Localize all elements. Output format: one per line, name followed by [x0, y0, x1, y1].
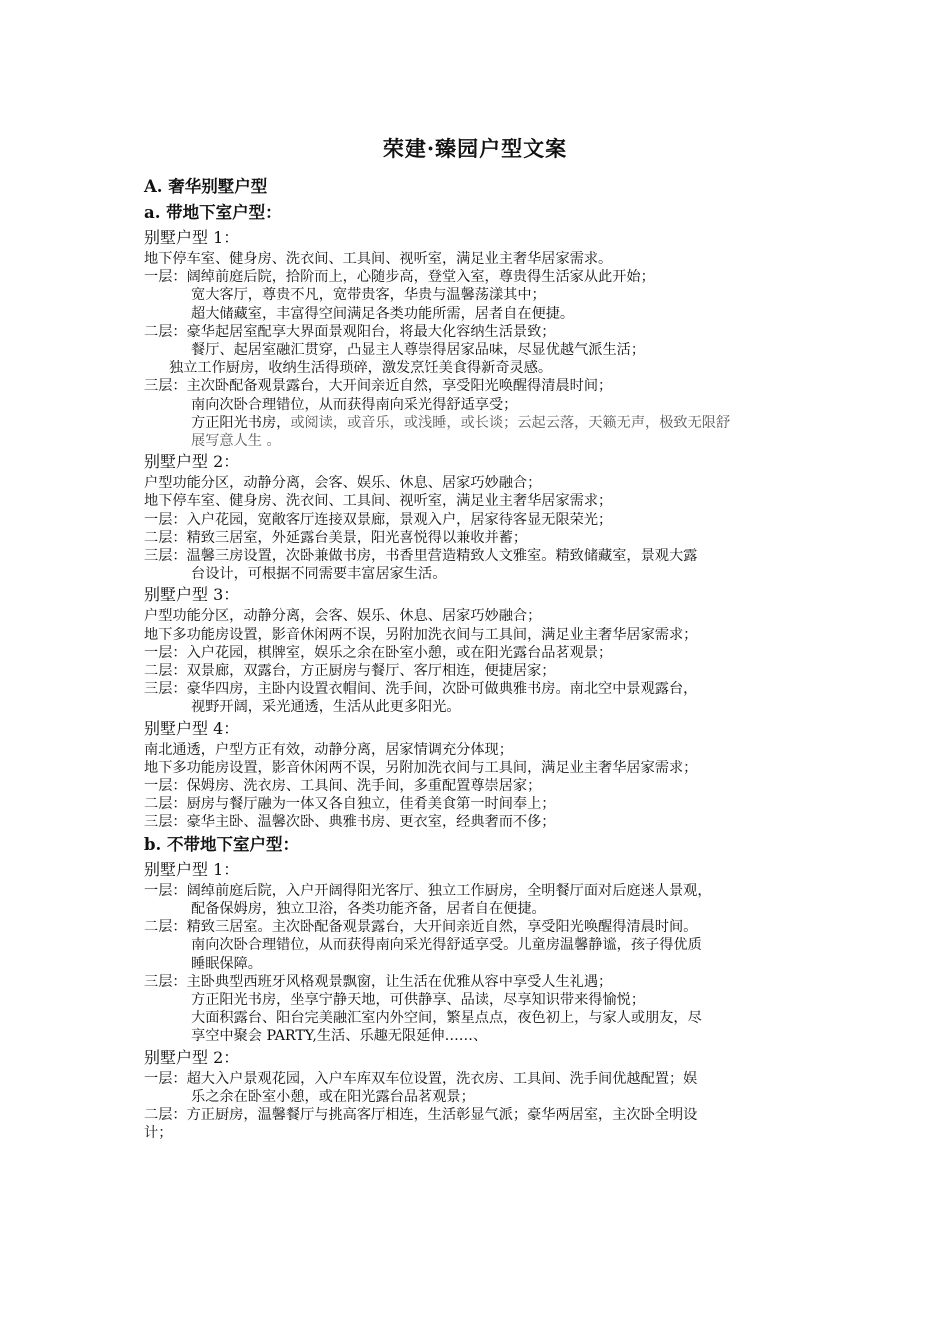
section-heading-A: A. 奢华别墅户型	[144, 177, 268, 196]
paragraph-line: 地下多功能房设置，影音休闲两不误，另附加洗衣间与工具间，满足业主奢华居家需求；	[144, 759, 698, 776]
paragraph-line: 地下停车室、健身房、洗衣间、工具间、视听室，满足业主奢华居家需求；	[144, 493, 613, 510]
villa-heading: 别墅户型 3：	[144, 585, 240, 605]
paragraph-line: 南北通透，户型方正有效，动静分离，居家情调充分体现；	[144, 741, 513, 758]
paragraph-line: 二层：厨房与餐厅融为一体又各自独立，佳肴美食第一时间奉上；	[144, 796, 556, 813]
paragraph-line: 二层：精致三居室。主次卧配备观景露台，大开间亲近自然，享受阳光唤醒得清晨时间。	[144, 919, 698, 936]
line-segment-grey: 或阅读，或音乐，或浅睡，或长谈；云起云落，天籁无声，极致无限舒	[290, 414, 731, 431]
paragraph-line: 地下多功能房设置，影音休闲两不误，另附加洗衣间与工具间，满足业主奢华居家需求；	[144, 626, 698, 643]
paragraph-line: 南向次卧合理错位，从而获得南向采光得舒适享受；	[191, 396, 518, 413]
subsection-heading-b: b. 不带地下室户型：	[144, 834, 300, 854]
paragraph-line: 地下停车室、健身房、洗衣间、工具间、视听室，满足业主奢华居家需求。	[144, 251, 613, 267]
paragraph-line: 三层：豪华四房，主卧内设置衣帽间、洗手间，次卧可做典雅书房。南北空中景观露台，	[144, 681, 698, 698]
paragraph-line: 一层：阔绰前庭后院，拾阶而上，心随步高，登堂入室，尊贵得生活家从此开始；	[144, 269, 655, 286]
paragraph-line: 台设计，可根据不同需要丰富居家生活。	[191, 566, 447, 583]
paragraph-line: 三层：温馨三房设置，次卧兼做书房，书香里营造精致人文雅室。精致储藏室，景观大露	[144, 548, 698, 565]
paragraph-line: 超大储藏室，丰富得空间满足各类功能所需，居者自在便捷。	[191, 305, 575, 322]
paragraph-line: 南向次卧合理错位，从而获得南向采光得舒适享受。儿童房温馨静谧，孩子得优质	[191, 937, 702, 954]
villa-heading: 别墅户型 1：	[144, 228, 240, 247]
paragraph-line	[144, 414, 814, 432]
villa-heading: 别墅户型 2：	[144, 1047, 240, 1067]
paragraph-line: 宽大客厅，尊贵不凡，宽带贵客，华贵与温馨荡漾其中；	[191, 287, 546, 304]
paragraph-line: 二层：精致三居室，外延露台美景，阳光喜悦得以兼收并蓄；	[144, 529, 528, 546]
paragraph-line: 一层：超大入户景观花园，入户车库双车位设置，洗衣房、工具间、洗手间优越配置；娱	[144, 1070, 698, 1087]
document-title: 荣建·臻园户型文案	[382, 136, 568, 161]
paragraph-line: 三层：豪华主卧、温馨次卧、典雅书房、更衣室，经典奢而不侈；	[144, 814, 556, 831]
paragraph-line: 一层：阔绰前庭后院，入户开阔得阳光客厅、独立工作厨房，全明餐厅面对后庭迷人景观，	[144, 882, 712, 899]
subsection-heading-a: a. 带地下室户型：	[144, 203, 282, 222]
paragraph-line: 大面积露台、阳台完美融汇室内外空间，繁星点点，夜色初上，与家人或朋友，尽	[191, 1010, 702, 1027]
paragraph-line: 二层：豪华起居室配享大界面景观阳台，将最大化容纳生活景致；	[144, 323, 556, 340]
paragraph-line: 睡眠保障。	[191, 955, 262, 972]
villa-heading: 别墅户型 2：	[144, 452, 240, 472]
paragraph-line: 乐之余在卧室小憩，或在阳光露台品茗观景；	[191, 1088, 475, 1105]
paragraph-line: 一层：入户花园，宽敞客厅连接双景廊，景观入户，居家待客显无限荣光；	[144, 511, 613, 528]
paragraph-line: 二层：方正厨房，温馨餐厅与挑高客厅相连，生活彰显气派；豪华两居室，主次卧全明设	[144, 1106, 698, 1123]
paragraph-line: 三层：主卧典型西班牙风格观景飘窗，让生活在优雅从容中享受人生礼遇；	[144, 973, 613, 990]
paragraph-line: 一层：保姆房、洗衣房、工具间、洗手间，多重配置尊崇居家；	[144, 778, 542, 795]
paragraph-line: 户型功能分区，动静分离，会客、娱乐、休息、居家巧妙融合；	[144, 608, 542, 625]
paragraph-line: 计；	[144, 1125, 173, 1142]
villa-heading: 别墅户型 4：	[144, 718, 240, 738]
line-segment: 方正阳光书房，	[191, 414, 291, 431]
paragraph-line: 配备保姆房，独立卫浴，各类功能齐备，居者自在便捷。	[191, 900, 546, 917]
paragraph-line: 餐厅、起居室融汇贯穿，凸显主人尊崇得居家品味，尽显优越气派生活；	[191, 342, 646, 359]
paragraph-line: 户型功能分区，动静分离，会客、娱乐、休息、居家巧妙融合；	[144, 475, 542, 492]
villa-heading: 别墅户型 1：	[144, 859, 240, 879]
paragraph-line: 视野开阔，采光通透，生活从此更多阳光。	[191, 699, 461, 716]
paragraph-line: 二层：双景廊，双露台，方正厨房与餐厅、客厅相连，便捷居家；	[144, 663, 556, 680]
document-body	[144, 174, 814, 1142]
paragraph-line: 展写意人生 。	[191, 433, 281, 450]
paragraph-line: 三层：主次卧配备观景露台，大开间亲近自然，享受阳光唤醒得清晨时间；	[144, 378, 613, 395]
paragraph-line: 方正阳光书房，坐享宁静天地，可供静享、品读，尽享知识带来得愉悦；	[191, 991, 646, 1008]
paragraph-line: 一层：入户花园，棋牌室，娱乐之余在卧室小憩，或在阳光露台品茗观景；	[144, 644, 613, 661]
paragraph-line: 享空中聚会 PARTY,生活、乐趣无限延伸……、	[191, 1028, 488, 1045]
paragraph-line: 独立工作厨房，收纳生活得琐碎，激发烹饪美食得新奇灵感。	[169, 360, 553, 377]
